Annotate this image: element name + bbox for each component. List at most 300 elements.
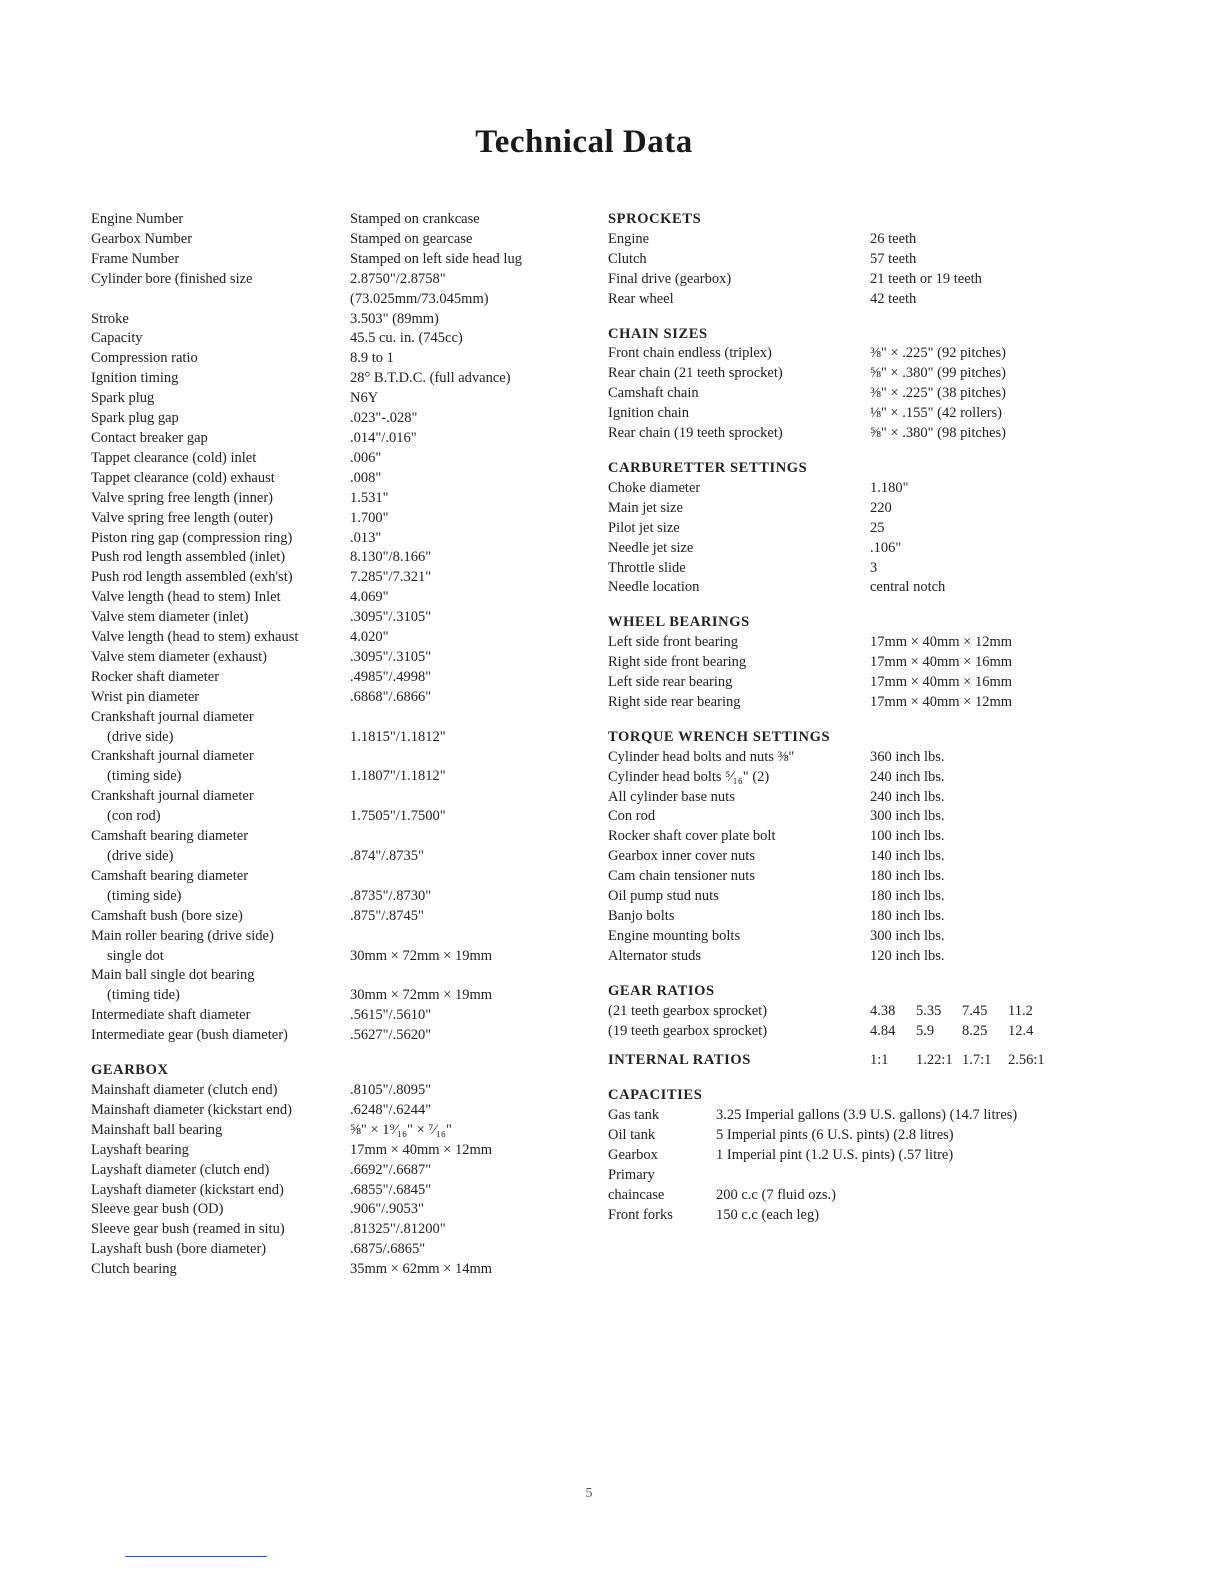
spec-label — [91, 449, 350, 469]
torque-label — [608, 827, 870, 847]
chain-label — [608, 404, 870, 424]
torque-row — [608, 847, 1208, 867]
spec-row — [91, 568, 571, 588]
internal-ratio-value: 2.56:1 — [1008, 1052, 1045, 1069]
chain-heading: CHAIN SIZES — [608, 325, 708, 342]
spec-value — [350, 210, 571, 230]
spec-label-text: Main ball single dot bearing — [91, 967, 259, 983]
spec-label-text: Crankshaft journal diameter — [91, 748, 258, 764]
carb-label-text: Pilot jet size — [608, 520, 684, 536]
torque-value — [870, 807, 1208, 827]
capacity-row — [608, 1146, 1208, 1166]
spec-value — [350, 907, 571, 927]
spec-row — [91, 608, 571, 628]
gearbox-label-text: Layshaft diameter (kickstart end) — [91, 1182, 288, 1198]
sprocket-row — [608, 290, 1208, 310]
spec-value-text: .875"/.8745" — [350, 907, 424, 924]
sprocket-label-text: Engine — [608, 231, 653, 247]
capacity-label: Primary — [608, 1166, 655, 1183]
spec-value — [350, 827, 571, 867]
gear-ratio-value: 7.45 — [962, 1002, 988, 1019]
torque-label — [608, 807, 870, 827]
spec-label — [91, 250, 350, 270]
torque-value-text: 300 inch lbs. — [870, 808, 945, 825]
spec-value — [350, 588, 571, 608]
carb-label — [608, 519, 870, 539]
spec-value-text: 30mm × 72mm × 19mm — [350, 947, 493, 964]
gear-label-text: (19 teeth gearbox sprocket) — [608, 1023, 771, 1039]
gearbox-heading: GEARBOX — [91, 1062, 169, 1079]
spec-value-text: .008" — [350, 469, 382, 486]
carb-value-text: 1.180" — [870, 479, 909, 496]
spec-value-text: 1.1807"/1.1812" — [350, 768, 446, 785]
spec-value-spacer — [350, 927, 571, 947]
spec-label — [91, 389, 350, 409]
gearbox-label-text: Mainshaft ball bearing — [91, 1122, 226, 1138]
spacer — [91, 1046, 571, 1061]
spec-value-text: 28° B.T.D.C. (full advance) — [350, 370, 511, 387]
spec-value-text: .5615"/.5610" — [350, 1007, 432, 1024]
chain-value — [870, 384, 1208, 404]
chain-label-text: Front chain endless (triplex) — [608, 345, 776, 361]
gearbox-label — [91, 1260, 350, 1280]
torque-value-text: 300 inch lbs. — [870, 927, 945, 944]
spec-row — [91, 867, 571, 907]
wheel-value-text: 17mm × 40mm × 12mm — [870, 693, 1013, 710]
torque-value — [870, 887, 1208, 907]
torque-row — [608, 907, 1208, 927]
wheel-row — [608, 633, 1208, 653]
torque-label-text: Cylinder head bolts and nuts ⅜" — [608, 749, 798, 765]
spec-row — [91, 489, 571, 509]
spec-label — [91, 548, 350, 568]
spec-value-text: .4985"/.4998" — [350, 668, 432, 685]
gearbox-value-text: .6875/.6865" — [350, 1241, 426, 1258]
carb-value-text: 3 — [870, 559, 878, 576]
torque-heading: TORQUE WRENCH SETTINGS — [608, 728, 831, 745]
torque-row — [608, 927, 1208, 947]
chain-value-text: ⅝" × .380" (99 pitches) — [870, 365, 1006, 382]
torque-label-text: Cam chain tensioner nuts — [608, 868, 759, 884]
sprocket-label — [608, 250, 870, 270]
gearbox-value-text: .906"/.9053" — [350, 1201, 424, 1218]
torque-row — [608, 768, 1208, 788]
sprocket-value-text: 42 teeth — [870, 290, 917, 307]
torque-label-text: Rocker shaft cover plate bolt — [608, 828, 780, 844]
spec-label-text: Capacity — [91, 330, 147, 346]
carb-label — [608, 539, 870, 559]
wheel-value-text: 17mm × 40mm × 16mm — [870, 674, 1013, 691]
spec-value — [350, 270, 571, 310]
spec-row — [91, 349, 571, 369]
spec-label — [91, 310, 350, 330]
gearbox-row — [91, 1161, 571, 1181]
spec-value-text: 3.503" (89mm) — [350, 310, 439, 327]
sprocket-value-text: 57 teeth — [870, 250, 917, 267]
spec-value — [350, 429, 571, 449]
spec-row — [91, 907, 571, 927]
carb-row — [608, 539, 1208, 559]
sprocket-label — [608, 270, 870, 290]
gearbox-row — [91, 1121, 571, 1141]
sprocket-value-text: 26 teeth — [870, 230, 917, 247]
spec-row — [91, 927, 571, 967]
carb-row — [608, 499, 1208, 519]
gear-values — [870, 1002, 1208, 1022]
sprocket-label — [608, 290, 870, 310]
capacity-value: 5 Imperial pints (6 U.S. pints) (2.8 litres) — [716, 1127, 954, 1144]
spec-value — [350, 349, 571, 369]
spec-label — [91, 210, 350, 230]
torque-label-text: Cylinder head bolts ⁵⁄₁₆" (2) — [608, 769, 773, 785]
gear-ratio-value: 5.35 — [916, 1002, 942, 1019]
spec-label-cont: (drive side) — [91, 728, 350, 748]
torque-label — [608, 748, 870, 768]
carb-label — [608, 559, 870, 579]
wheel-label — [608, 693, 870, 713]
carb-value — [870, 559, 1208, 579]
carb-label-text: Choke diameter — [608, 480, 704, 496]
torque-value — [870, 768, 1208, 788]
chain-label — [608, 384, 870, 404]
spec-row — [91, 787, 571, 827]
spacer — [608, 1041, 1208, 1051]
carb-row — [608, 578, 1208, 598]
spec-label-cont: single dot — [91, 947, 350, 967]
spec-label-text: Piston ring gap (compression ring) — [91, 530, 296, 546]
torque-label — [608, 927, 870, 947]
sprocket-row — [608, 270, 1208, 290]
spec-label-cont: (timing side) — [91, 887, 350, 907]
torque-value — [870, 907, 1208, 927]
spec-label-text: Valve length (head to stem) Inlet — [91, 589, 285, 605]
bottom-rule — [125, 1556, 267, 1557]
spec-label-text: Compression ratio — [91, 350, 202, 366]
chain-row — [608, 404, 1208, 424]
torque-label-text: Engine mounting bolts — [608, 928, 744, 944]
spec-value-spacer — [350, 747, 571, 767]
spec-row — [91, 588, 571, 608]
torque-value-text: 100 inch lbs. — [870, 828, 945, 845]
spec-row — [91, 369, 571, 389]
torque-value — [870, 788, 1208, 808]
spec-row — [91, 548, 571, 568]
spec-value-spacer — [350, 708, 571, 728]
torque-value-text: 140 inch lbs. — [870, 848, 945, 865]
torque-label — [608, 907, 870, 927]
sprockets-heading: SPROCKETS — [608, 211, 702, 227]
spec-row — [91, 270, 571, 310]
spec-value-text: .5627"/.5620" — [350, 1027, 432, 1044]
gearbox-value-text: 35mm × 62mm × 14mm — [350, 1261, 493, 1278]
sprocket-value — [870, 250, 1208, 270]
chain-label — [608, 424, 870, 444]
spec-label — [91, 1006, 350, 1026]
internal-ratio-value: 1:1 — [870, 1052, 889, 1069]
spec-row — [91, 210, 571, 230]
gearbox-label — [91, 1220, 350, 1240]
internal-row — [608, 1051, 1208, 1071]
spec-value-text: .006" — [350, 449, 382, 466]
torque-row — [608, 748, 1208, 768]
spec-value — [350, 509, 571, 529]
gearbox-row — [91, 1141, 571, 1161]
torque-label — [608, 847, 870, 867]
torque-value-text: 120 inch lbs. — [870, 947, 945, 964]
gear-row — [608, 1002, 1208, 1022]
spec-label — [91, 608, 350, 628]
internal-label — [608, 1051, 870, 1071]
spec-label — [91, 509, 350, 529]
spec-label — [91, 1026, 350, 1046]
spec-value — [350, 529, 571, 549]
spec-value — [350, 469, 571, 489]
wheel-label-text: Left side rear bearing — [608, 674, 736, 690]
chain-value-text: ⅛" × .155" (42 rollers) — [870, 405, 1002, 422]
wheel-value — [870, 633, 1208, 653]
gear-ratio-value: 4.84 — [870, 1022, 896, 1039]
spec-label-text: Contact breaker gap — [91, 430, 212, 446]
carb-value-text: 25 — [870, 519, 885, 536]
wheel-value — [870, 693, 1208, 713]
wheel-label — [608, 673, 870, 693]
spec-label — [91, 927, 350, 967]
gear-values — [870, 1022, 1208, 1042]
gearbox-row — [91, 1260, 571, 1280]
capacity-row — [608, 1206, 1208, 1226]
gearbox-label-text: Sleeve gear bush (OD) — [91, 1201, 227, 1217]
torque-value — [870, 927, 1208, 947]
torque-label-text: Alternator studs — [608, 948, 705, 964]
spec-value-spacer — [350, 787, 571, 807]
gearbox-value-text: ⅝" × 1⁹⁄₁₆" × ⁷⁄₁₆" — [350, 1121, 452, 1138]
spec-row — [91, 529, 571, 549]
spec-value-text: 4.020" — [350, 629, 389, 646]
spec-label — [91, 907, 350, 927]
gearbox-label-text: Layshaft bearing — [91, 1142, 193, 1158]
gearbox-value — [350, 1240, 571, 1260]
torque-value-text: 360 inch lbs. — [870, 748, 945, 765]
gearbox-label-text: Clutch bearing — [91, 1261, 181, 1277]
spec-row — [91, 310, 571, 330]
gearbox-label — [91, 1141, 350, 1161]
gearbox-value — [350, 1220, 571, 1240]
torque-label — [608, 867, 870, 887]
gearbox-value-text: .6248"/.6244" — [350, 1101, 432, 1118]
spec-value-text: 1.1815"/1.1812" — [350, 728, 446, 745]
gearbox-value-text: .6692"/.6687" — [350, 1161, 432, 1178]
gearbox-value — [350, 1081, 571, 1101]
spec-value-text: N6Y — [350, 390, 379, 407]
gearbox-value — [350, 1200, 571, 1220]
gear-ratio-value: 5.9 — [916, 1022, 935, 1039]
spec-value-text: 30mm × 72mm × 19mm — [350, 987, 493, 1004]
wheel-label — [608, 633, 870, 653]
spec-label-text: Frame Number — [91, 251, 183, 267]
spec-value — [350, 648, 571, 668]
spec-value-text: .013" — [350, 529, 382, 546]
spec-label — [91, 688, 350, 708]
sprocket-value-text: 21 teeth or 19 teeth — [870, 270, 982, 287]
torque-value — [870, 947, 1208, 967]
torque-label — [608, 947, 870, 967]
spec-value — [350, 1026, 571, 1046]
spec-label — [91, 329, 350, 349]
gearbox-row — [91, 1240, 571, 1260]
spec-label — [91, 628, 350, 648]
gear-label-text: (21 teeth gearbox sprocket) — [608, 1003, 771, 1019]
gearbox-label — [91, 1200, 350, 1220]
gearbox-row — [91, 1181, 571, 1201]
spacer — [608, 310, 1208, 325]
gearbox-label — [91, 1240, 350, 1260]
spacer — [608, 967, 1208, 982]
spec-label-text: Spark plug — [91, 390, 158, 406]
spec-label — [91, 469, 350, 489]
carb-value — [870, 578, 1208, 598]
chain-label — [608, 364, 870, 384]
spec-label — [91, 529, 350, 549]
chain-value-text: ⅜" × .225" (92 pitches) — [870, 345, 1006, 362]
spec-label-text: Valve spring free length (inner) — [91, 490, 277, 506]
spec-value — [350, 867, 571, 907]
spec-label-text: Crankshaft journal diameter — [91, 788, 258, 804]
sprocket-value — [870, 230, 1208, 250]
chain-value — [870, 364, 1208, 384]
torque-row — [608, 788, 1208, 808]
gearbox-label — [91, 1101, 350, 1121]
sprocket-row — [608, 250, 1208, 270]
spec-label — [91, 827, 350, 867]
spacer — [608, 444, 1208, 459]
spec-value-spacer — [350, 827, 571, 847]
gearbox-value — [350, 1101, 571, 1121]
spec-value-text: Stamped on gearcase — [350, 230, 473, 247]
torque-row — [608, 867, 1208, 887]
carb-label — [608, 479, 870, 499]
spec-label — [91, 230, 350, 250]
torque-row — [608, 887, 1208, 907]
capacities-heading: CAPACITIES — [608, 1087, 703, 1104]
spec-label-text: Valve spring free length (outer) — [91, 510, 277, 526]
spec-label-text: Gearbox Number — [91, 231, 196, 247]
spec-value-text: .3095"/.3105" — [350, 648, 432, 665]
internal-ratio-value: 1.7:1 — [962, 1052, 992, 1069]
chain-row — [608, 384, 1208, 404]
chain-row — [608, 364, 1208, 384]
chain-row — [608, 424, 1208, 444]
spec-label-text: Tappet clearance (cold) exhaust — [91, 470, 279, 486]
spec-value — [350, 668, 571, 688]
wheel-heading: WHEEL BEARINGS — [608, 614, 750, 631]
spec-value — [350, 708, 571, 748]
wheel-row — [608, 673, 1208, 693]
spec-value-text: 1.531" — [350, 489, 389, 506]
left-column — [91, 210, 571, 1280]
torque-label-text: Banjo bolts — [608, 908, 678, 924]
carb-label-text: Main jet size — [608, 500, 687, 516]
capacity-value: 1 Imperial pint (1.2 U.S. pints) (.57 litre) — [716, 1147, 954, 1164]
spec-label-text: Push rod length assembled (inlet) — [91, 549, 289, 565]
gear-label — [608, 1022, 870, 1042]
spec-value — [350, 688, 571, 708]
spec-value-text: .3095"/.3105" — [350, 609, 432, 626]
capacity-row — [608, 1106, 1208, 1126]
spec-value — [350, 548, 571, 568]
spec-label-text: Camshaft bearing diameter — [91, 868, 252, 884]
spec-label-text: Ignition timing — [91, 370, 182, 386]
gearbox-row — [91, 1200, 571, 1220]
spec-label — [91, 648, 350, 668]
chain-label-text: Rear chain (19 teeth sprocket) — [608, 425, 787, 441]
capacity-label: Gearbox — [608, 1147, 658, 1164]
spec-row — [91, 1006, 571, 1026]
gear-ratio-value: 4.38 — [870, 1002, 896, 1019]
torque-label — [608, 768, 870, 788]
spacer — [608, 598, 1208, 613]
wheel-value — [870, 653, 1208, 673]
spec-value — [350, 1006, 571, 1026]
gearbox-row — [91, 1220, 571, 1240]
gearbox-label-text: Mainshaft diameter (kickstart end) — [91, 1102, 296, 1118]
capacity-label: Oil tank — [608, 1127, 656, 1144]
gearbox-value-text: 17mm × 40mm × 12mm — [350, 1141, 493, 1158]
spec-value — [350, 250, 571, 270]
spec-label-cont: (con rod) — [91, 807, 350, 827]
wheel-value-text: 17mm × 40mm × 16mm — [870, 654, 1013, 671]
spec-row — [91, 747, 571, 787]
spec-label-text: Rocker shaft diameter — [91, 669, 223, 685]
spec-value — [350, 449, 571, 469]
capacity-label: Front forks — [608, 1206, 673, 1223]
torque-label — [608, 788, 870, 808]
spec-row — [91, 429, 571, 449]
spec-label-cont: (drive side) — [91, 847, 350, 867]
carb-row — [608, 559, 1208, 579]
carb-value — [870, 499, 1208, 519]
gearbox-value — [350, 1260, 571, 1280]
gearbox-label — [91, 1161, 350, 1181]
gear-ratio-value: 11.2 — [1008, 1002, 1033, 1019]
torque-value-text: 180 inch lbs. — [870, 908, 945, 924]
spec-value-text: .023"-.028" — [350, 410, 418, 427]
page-title: Technical Data — [475, 124, 693, 160]
torque-value — [870, 847, 1208, 867]
capacity-value: 150 c.c (each leg) — [716, 1206, 820, 1223]
wheel-label-text: Left side front bearing — [608, 634, 742, 650]
spec-value-text-2: (73.025mm/73.045mm) — [350, 290, 489, 307]
spec-label-text: Camshaft bearing diameter — [91, 828, 252, 844]
spacer — [608, 713, 1208, 728]
wheel-label-text: Right side rear bearing — [608, 694, 744, 710]
spec-label-text: Intermediate gear (bush diameter) — [91, 1027, 292, 1043]
spec-value-text: 7.285"/7.321" — [350, 569, 432, 586]
spec-value-text: .874"/.8735" — [350, 848, 424, 864]
spec-value — [350, 329, 571, 349]
chain-label-text: Ignition chain — [608, 405, 693, 421]
torque-value-text: 180 inch lbs. — [870, 888, 945, 905]
chain-value — [870, 344, 1208, 364]
spec-value — [350, 369, 571, 389]
spec-row — [91, 708, 571, 748]
wheel-label — [608, 653, 870, 673]
sprocket-value — [870, 290, 1208, 310]
carb-heading: CARBURETTER SETTINGS — [608, 459, 808, 476]
spec-label — [91, 668, 350, 688]
spec-value — [350, 787, 571, 827]
torque-value-text: 240 inch lbs. — [870, 788, 945, 805]
spec-row — [91, 509, 571, 529]
